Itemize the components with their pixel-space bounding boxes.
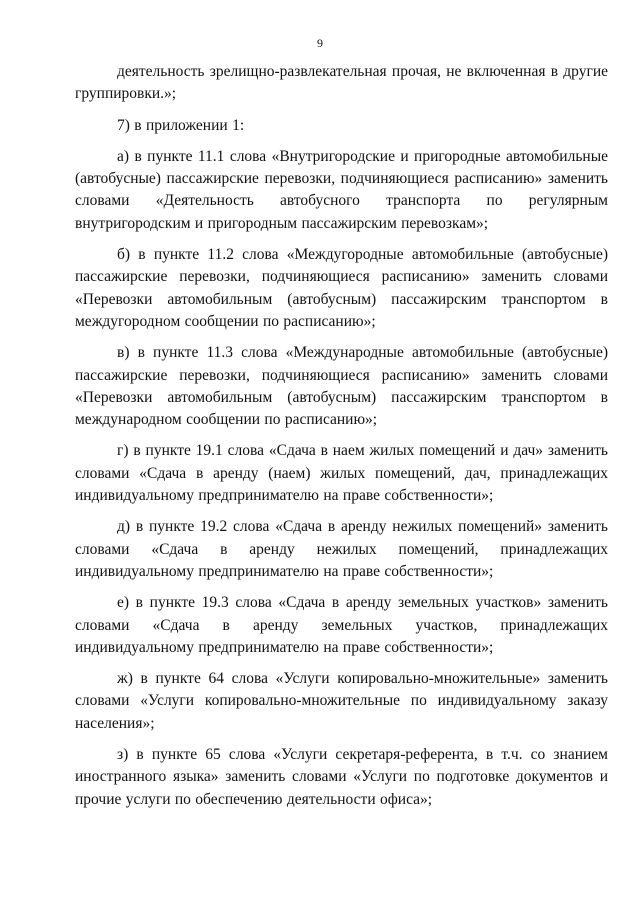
paragraph-subitem-z: з) в пункте 65 слова «Услуги секретаря-референта, в т.ч. со знанием иностранного языка» заменить словами «Услуги по подготовке документов и прочие услуги по обеспечению деятельности офиса»;	[75, 746, 608, 808]
paragraph-subitem-b: б) в пункте 11.2 слова «Междугородные автомобильные (автобусные) пассажирские перевозки, подчиняющиеся расписанию» заменить словами «Перевозки автомобильным (автобусным) пассажирским транспортом в междугородном сообщении по расписанию»;	[75, 246, 608, 330]
paragraph-subitem-d: д) в пункте 19.2 слова «Сдача в аренду нежилых помещений» заменить словами «Сдача в аренду нежилых помещений, принадлежащих индивидуальному предпринимателю на праве собственности»;	[75, 518, 608, 580]
paragraph-subitem-e: е) в пункте 19.3 слова «Сдача в аренду земельных участков» заменить словами «Сдача в аренду земельных участков, принадлежащих индивидуальному предпринимателю на праве собственности»;	[75, 594, 608, 656]
paragraph-subitem-zh: ж) в пункте 64 слова «Услуги копировально-множительные» заменить словами «Услуги копировально-множительные по индивидуальному заказу населения»;	[75, 670, 608, 732]
paragraph-subitem-v: в) в пункте 11.3 слова «Международные автомобильные (автобусные) пассажирские перевозки, подчиняющиеся расписанию» заменить словами «Перевозки автомобильным (автобусным) пассажирским транспортом в международном сообщении по расписанию»;	[75, 344, 608, 429]
paragraph-continuation: деятельность зрелищно-развлекательная прочая, не включенная в другие группировки.»;	[75, 63, 608, 103]
paragraph-subitem-g: г) в пункте 19.1 слова «Сдача в наем жилых помещений и дач» заменить словами «Сдача в аренду (наем) жилых помещений, дач, принадлежащих индивидуальному предпринимателю на праве собственности»;	[75, 442, 608, 505]
document-body	[75, 61, 608, 811]
paragraph-subitem-a: а) в пункте 11.1 слова «Внутригородские и пригородные автомобильные (автобусные) пассажирские перевозки, подчиняющиеся расписанию» заменить словами «Деятельность автобусного транспорта по регулярным внутригородским и пригородным пассажирским перевозкам»;	[75, 147, 608, 232]
paragraph-item-7: 7) в приложении 1:	[117, 116, 245, 134]
page-number: 9	[317, 36, 323, 50]
